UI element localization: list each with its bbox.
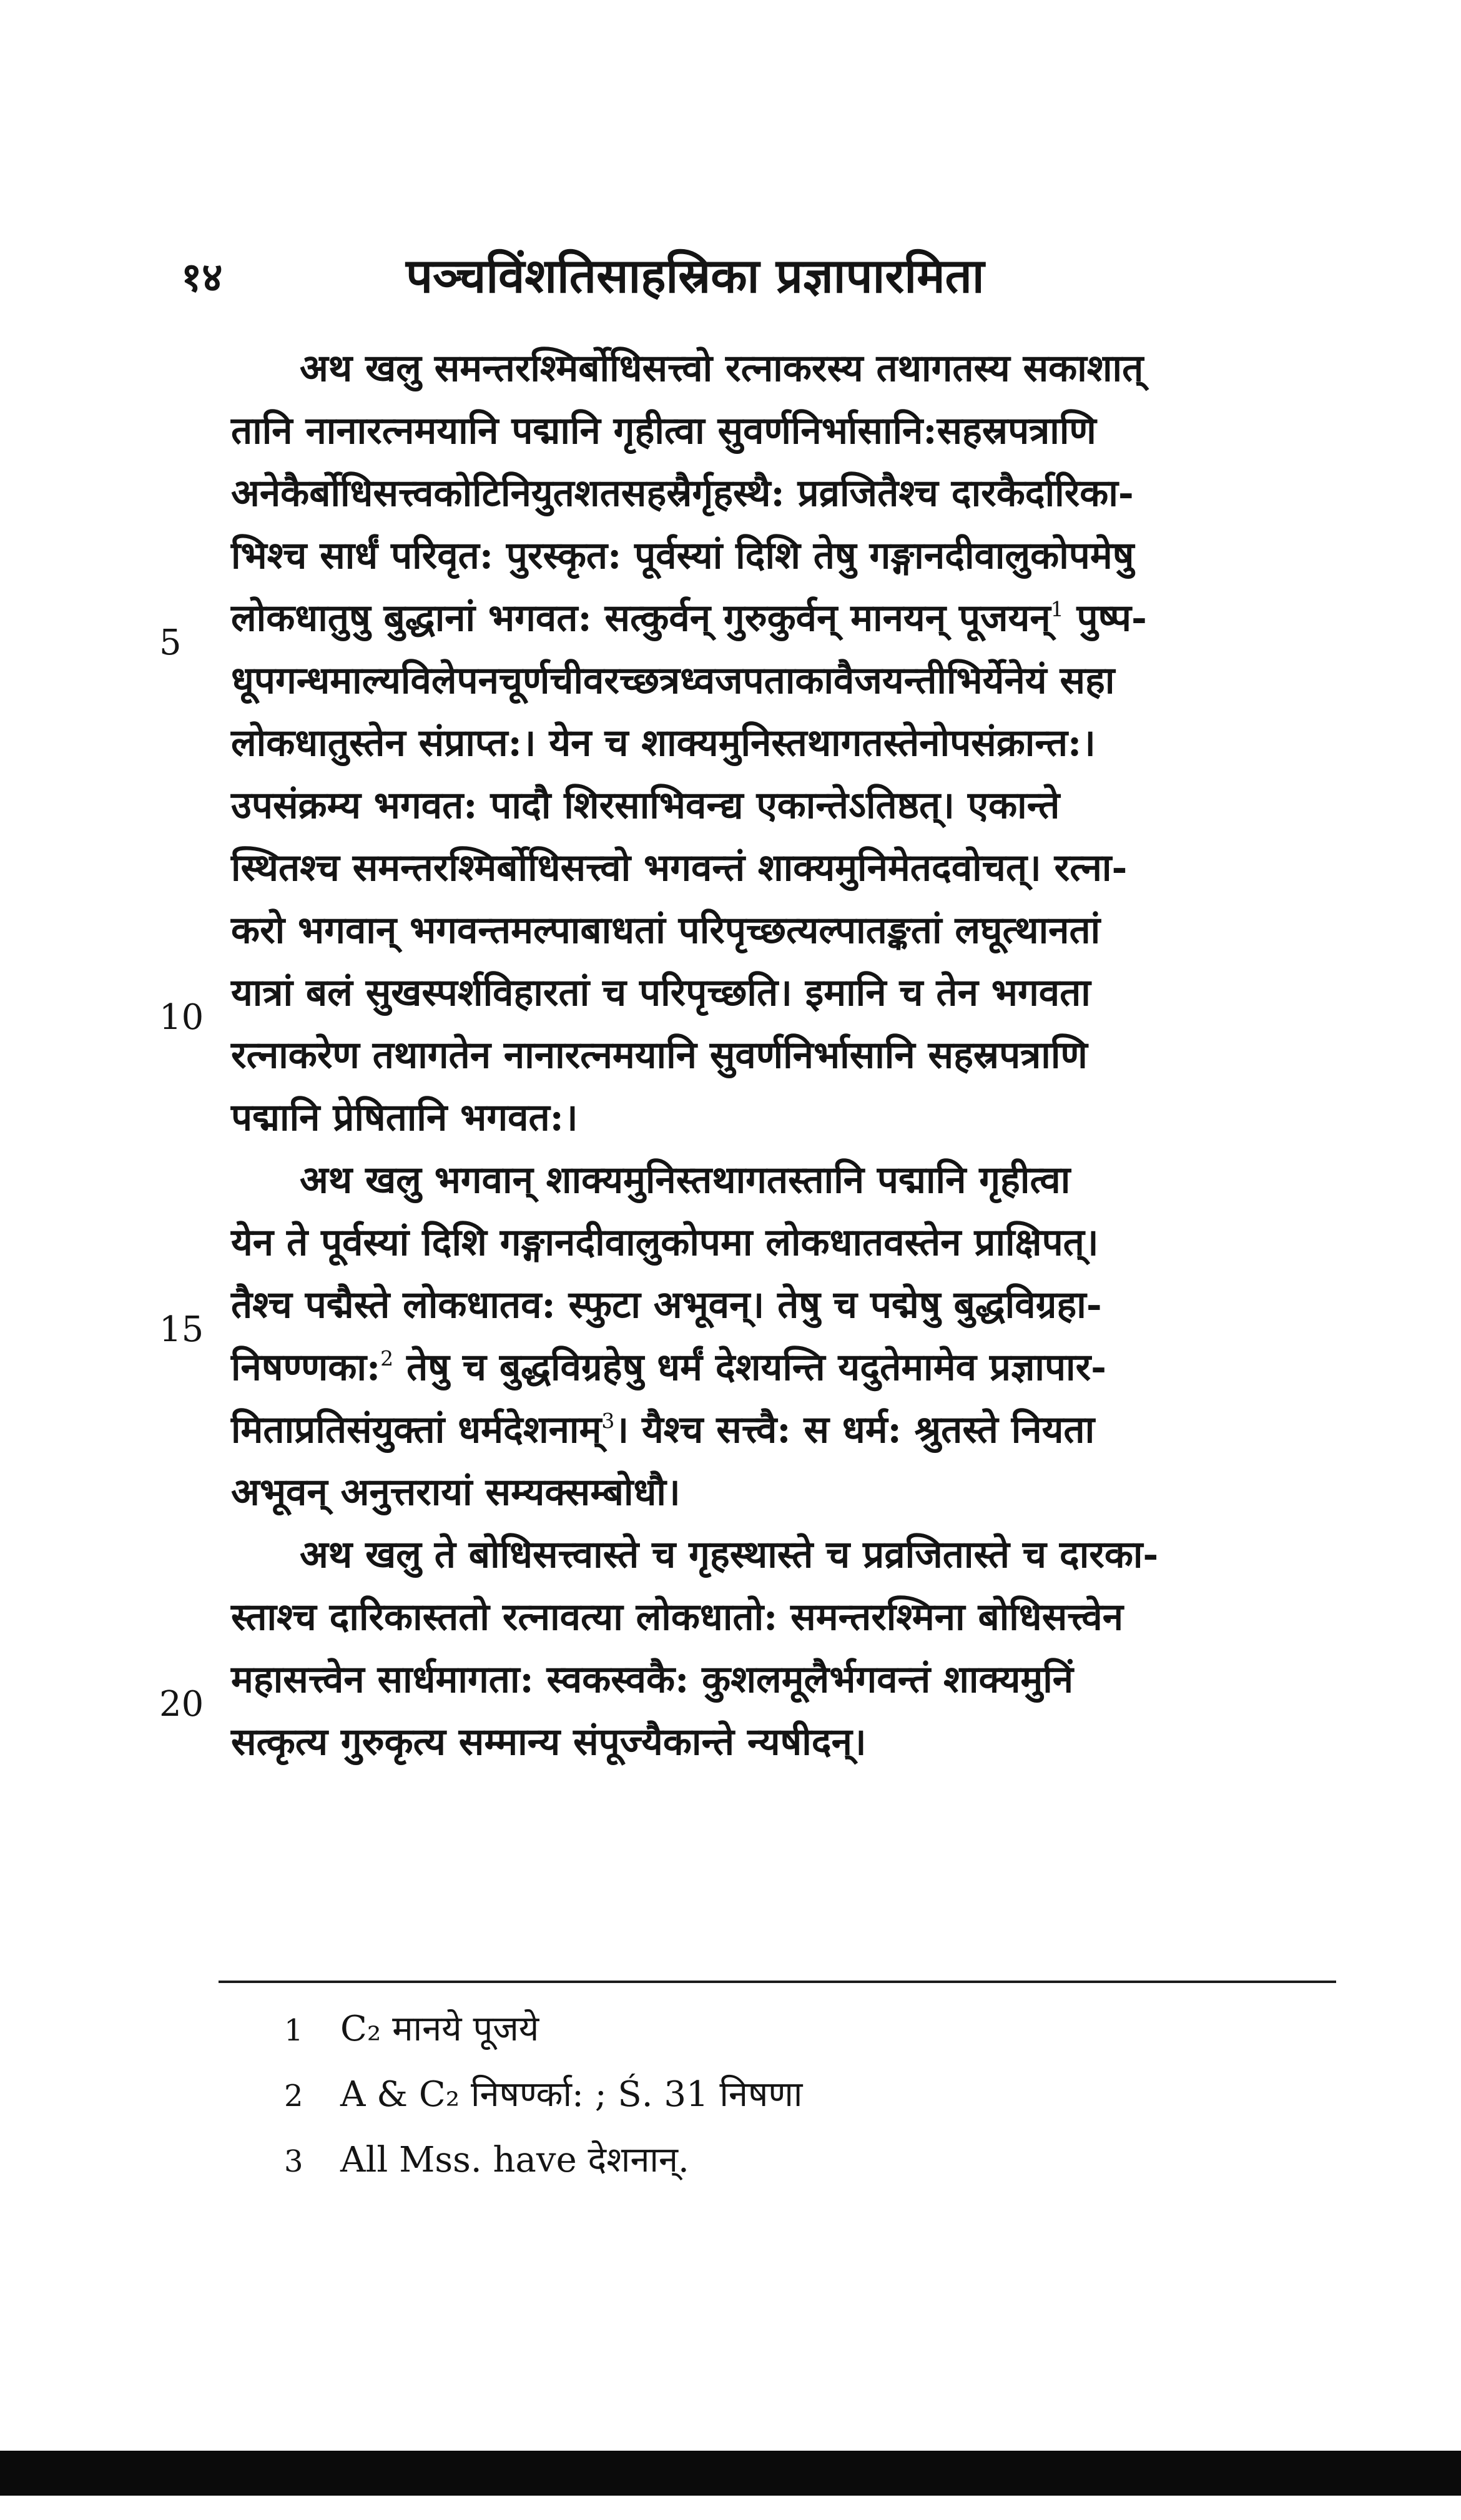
text-segment: पुष्प- (1076, 596, 1147, 640)
footnote (284, 2067, 802, 2124)
text-line: लोकधातुस्तेन संप्राप्त:। येन च शाक्यमुनिस्तथागतस्तेनोपसंक्रान्त:। (231, 721, 1096, 765)
text-line: सत्कृत्य गुरुकृत्य सम्मान्य संपूज्यैकान्ते न्यषीदन्। (231, 1720, 867, 1764)
footnote (284, 2132, 689, 2190)
footnote-text: C₂ मानये पूजये (340, 2009, 539, 2049)
text-line: यात्रां बलं सुखस्पर्शविहारतां च परिपृच्छति। इमानि च तेन भगवता (231, 971, 1091, 1015)
footnote-number: 1 (284, 2013, 303, 2048)
footnote-text: A & C₂ निषर्ण्का: ; Ś. 31 निषणा (340, 2074, 803, 2115)
text-line: अथ खलु समन्तरश्मिर्बोधिसत्त्वो रत्नाकरस्य तथागतस्य सकाशात् (300, 347, 1144, 390)
text-segment: निषण्णका: (231, 1346, 381, 1389)
line-number: 15 (159, 1309, 204, 1350)
text-line: पद्मानि प्रेषितानि भगवत:। (231, 1096, 578, 1139)
footnote-divider (219, 1981, 1336, 1983)
page-number: १४ (181, 254, 223, 301)
text-line (231, 1336, 1106, 1399)
text-segment: लोकधातुषु बुद्धानां भगवत: सत्कुर्वन् गुरुकुर्वन् मानयन् पूजयन् (231, 596, 1051, 640)
footnote-text: All Mss. have देशनान्. (340, 2140, 689, 2180)
footnote-number: 3 (284, 2144, 303, 2179)
text-segment: तेषु च बुद्धविग्रहेषु धर्मं देशयन्ति यदुतेमामेव प्रज्ञापार- (406, 1346, 1107, 1389)
line-number: 10 (159, 997, 204, 1038)
footnote-number: 2 (284, 2079, 303, 2114)
text-line: तानि नानारत्नमयानि पद्मानि गृहीत्वा सुवर्णनिर्भासानि:सहस्रपत्राणि (231, 409, 1096, 453)
text-line: धूपगन्धमाल्यविलेपनचूर्णचीवरच्छत्रध्वजपताकावैजयन्तीभिर्येनेयं सहा (231, 659, 1115, 702)
text-line: महासत्त्वेन सार्धमागता: स्वकस्वकै: कुशलमूलैर्भगवन्तं शाक्यमुनिं (231, 1658, 1074, 1701)
footnote-mark: 1 (1050, 596, 1064, 621)
text-line: अथ खलु ते बोधिसत्त्वास्ते च गृहस्थास्ते च प्रव्रजितास्ते च दारका- (300, 1533, 1159, 1577)
text-line: अथ खलु भगवान् शाक्यमुनिस्तथागतस्तानि पद्मानि गृहीत्वा (300, 1158, 1071, 1202)
text-line: तैश्च पद्मैस्ते लोकधातव: स्फुटा अभूवन्। तेषु च पद्मेषु बुद्धविग्रहा- (231, 1283, 1102, 1327)
text-line: अभूवन् अनुत्तरायां सम्यक्सम्बोधौ। (231, 1470, 681, 1514)
text-line: स्ताश्च दारिकास्ततो रत्नावत्या लोकधातो: समन्तरश्मिना बोधिसत्त्वेन (231, 1595, 1124, 1639)
text-line (231, 587, 1147, 649)
line-number: 5 (159, 623, 182, 663)
text-line: रत्नाकरेण तथागतेन नानारत्नमयानि सुवर्णनिर्भासानि सहस्रपत्राणि (231, 1033, 1088, 1077)
footnote-mark: 3 (601, 1408, 615, 1433)
page-header (181, 242, 1324, 311)
running-title: पञ्चविंशतिसाहस्रिका प्रज्ञापारमिता (406, 248, 985, 303)
line-number: 20 (159, 1684, 204, 1725)
text-line: स्थितश्च समन्तरश्मिर्बोधिसत्त्वो भगवन्तं शाक्यमुनिमेतदवोचत्। रत्ना- (231, 846, 1128, 890)
text-line: भिश्च सार्धं परिवृत: पुरस्कृत: पूर्वस्यां दिशि तेषु गङ्गानदीवालुकोपमेषु (231, 534, 1134, 578)
text-line: करो भगवान् भगवन्तमल्पाबाधतां परिपृच्छत्यल्पातङ्कतां लघूत्थानतां (231, 908, 1101, 952)
text-segment: मिताप्रतिसंयुक्तां धर्मदेशनाम् (231, 1408, 602, 1452)
footnote-mark: 2 (380, 1346, 394, 1371)
footnote (284, 2001, 539, 2059)
text-line (231, 1399, 1095, 1461)
scan-edge-band (0, 2451, 1461, 2496)
text-line: उपसंक्रम्य भगवत: पादौ शिरसाभिवन्द्य एकान्तेऽतिष्ठत्। एकान्ते (231, 784, 1060, 827)
text-line: अनेकैर्बोधिसत्त्वकोटिनियुतशतसहस्रैर्गृहस्थै: प्रव्रजितैश्च दारकैर्दारिका- (231, 471, 1134, 515)
text-segment: । यैश्च सत्त्वै: स धर्म: श्रुतस्ते नियता (614, 1408, 1095, 1452)
text-line: येन ते पूर्वस्यां दिशि गङ्गानदीवालुकोपमा लोकधातवस्तेन प्राक्षिपत्। (231, 1221, 1099, 1264)
